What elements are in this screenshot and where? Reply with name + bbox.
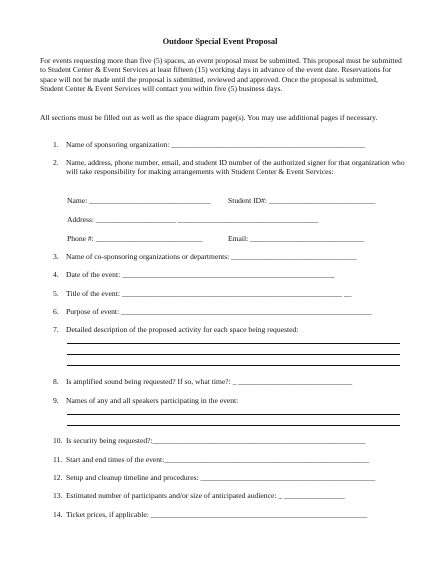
item-number: 8. (53, 377, 59, 386)
setup-cleanup-field[interactable]: Setup and cleanup timeline and procedures: ______________________________________________ (66, 473, 376, 482)
security-field[interactable]: Is security being requested?:________________________________________________________ (66, 436, 366, 445)
event-date-field[interactable]: Date of the event: ________________________________________________________ (66, 270, 335, 279)
speakers-label: Names of any and all speakers participating in the event: (66, 396, 239, 405)
item-number: 11. (53, 455, 63, 464)
event-title-field[interactable]: Title of the event: __________________________________________________________ __ (66, 289, 352, 298)
item-number: 3. (53, 252, 59, 261)
event-times-field[interactable]: Start and end times of the event:______________________________________________________ (66, 455, 370, 464)
instructions-paragraph: All sections must be filled out as well as the space diagram page(s). You may use additional pages if necessary. (40, 113, 378, 122)
item-number: 9. (53, 396, 59, 405)
item-number: 4. (53, 270, 59, 279)
signer-student-id-field[interactable]: Student ID#: ____________________________ (228, 196, 376, 205)
item-number: 12. (53, 473, 63, 482)
signer-name-field[interactable]: Name: ________________________________ (67, 196, 211, 205)
item-number: 14. (53, 510, 63, 519)
sponsoring-organization-field[interactable]: Name of sponsoring organization: ___________________________________________________ (66, 140, 365, 149)
item-number: 2. (53, 158, 59, 167)
form-title: Outdoor Special Event Proposal (162, 37, 278, 46)
item-number: 1. (53, 140, 59, 149)
signer-address-field[interactable]: Address: _____________________ _____________________________________ (67, 215, 319, 224)
authorized-signer-label: Name, address, phone number, email, and student ID number of the authorized signer for that organization who will take responsibility for making arrangements with Student Center & Event Services: (66, 158, 405, 177)
item-number: 6. (53, 307, 59, 316)
item-number: 5. (53, 289, 59, 298)
description-answer-line[interactable] (67, 343, 400, 344)
participants-field[interactable]: Estimated number of participants and/or size of anticipated audience: _ ________________ (66, 491, 345, 500)
activity-description-label: Detailed description of the proposed activity for each space being requested: (66, 325, 299, 334)
item-number: 10. (53, 436, 63, 445)
item-number: 13. (53, 491, 63, 500)
amplified-sound-field[interactable]: Is amplified sound being requested? If so, what time?: _ ______________________________ (66, 377, 353, 386)
description-answer-line[interactable] (67, 365, 400, 366)
speakers-answer-line[interactable] (67, 425, 400, 426)
event-purpose-field[interactable]: Purpose of event: __________________________________________________________________ (66, 307, 372, 316)
ticket-prices-field[interactable]: Ticket prices, if applicable: _________________________________________________________ (66, 510, 368, 519)
co-sponsoring-field[interactable]: Name of co-sponsoring organizations or departments: _________________________________ (66, 252, 357, 261)
signer-email-field[interactable]: Email: ______________________________ (228, 234, 365, 243)
description-answer-line[interactable] (67, 354, 400, 355)
signer-phone-field[interactable]: Phone #: ____________________________ (67, 234, 203, 243)
speakers-answer-line[interactable] (67, 414, 400, 415)
intro-paragraph: For events requesting more than five (5) spaces, an event proposal must be submitted. This proposal must be submitted to Student Center & Event Services at least fifteen (15) working days in advance of the event date. Reservations for space will not be made until the proposal is submitted, reviewed and approved. Once the proposal is submitted, Student Center & Event Services will contact you within five (5) business days. (40, 56, 402, 94)
item-number: 7. (53, 325, 59, 334)
